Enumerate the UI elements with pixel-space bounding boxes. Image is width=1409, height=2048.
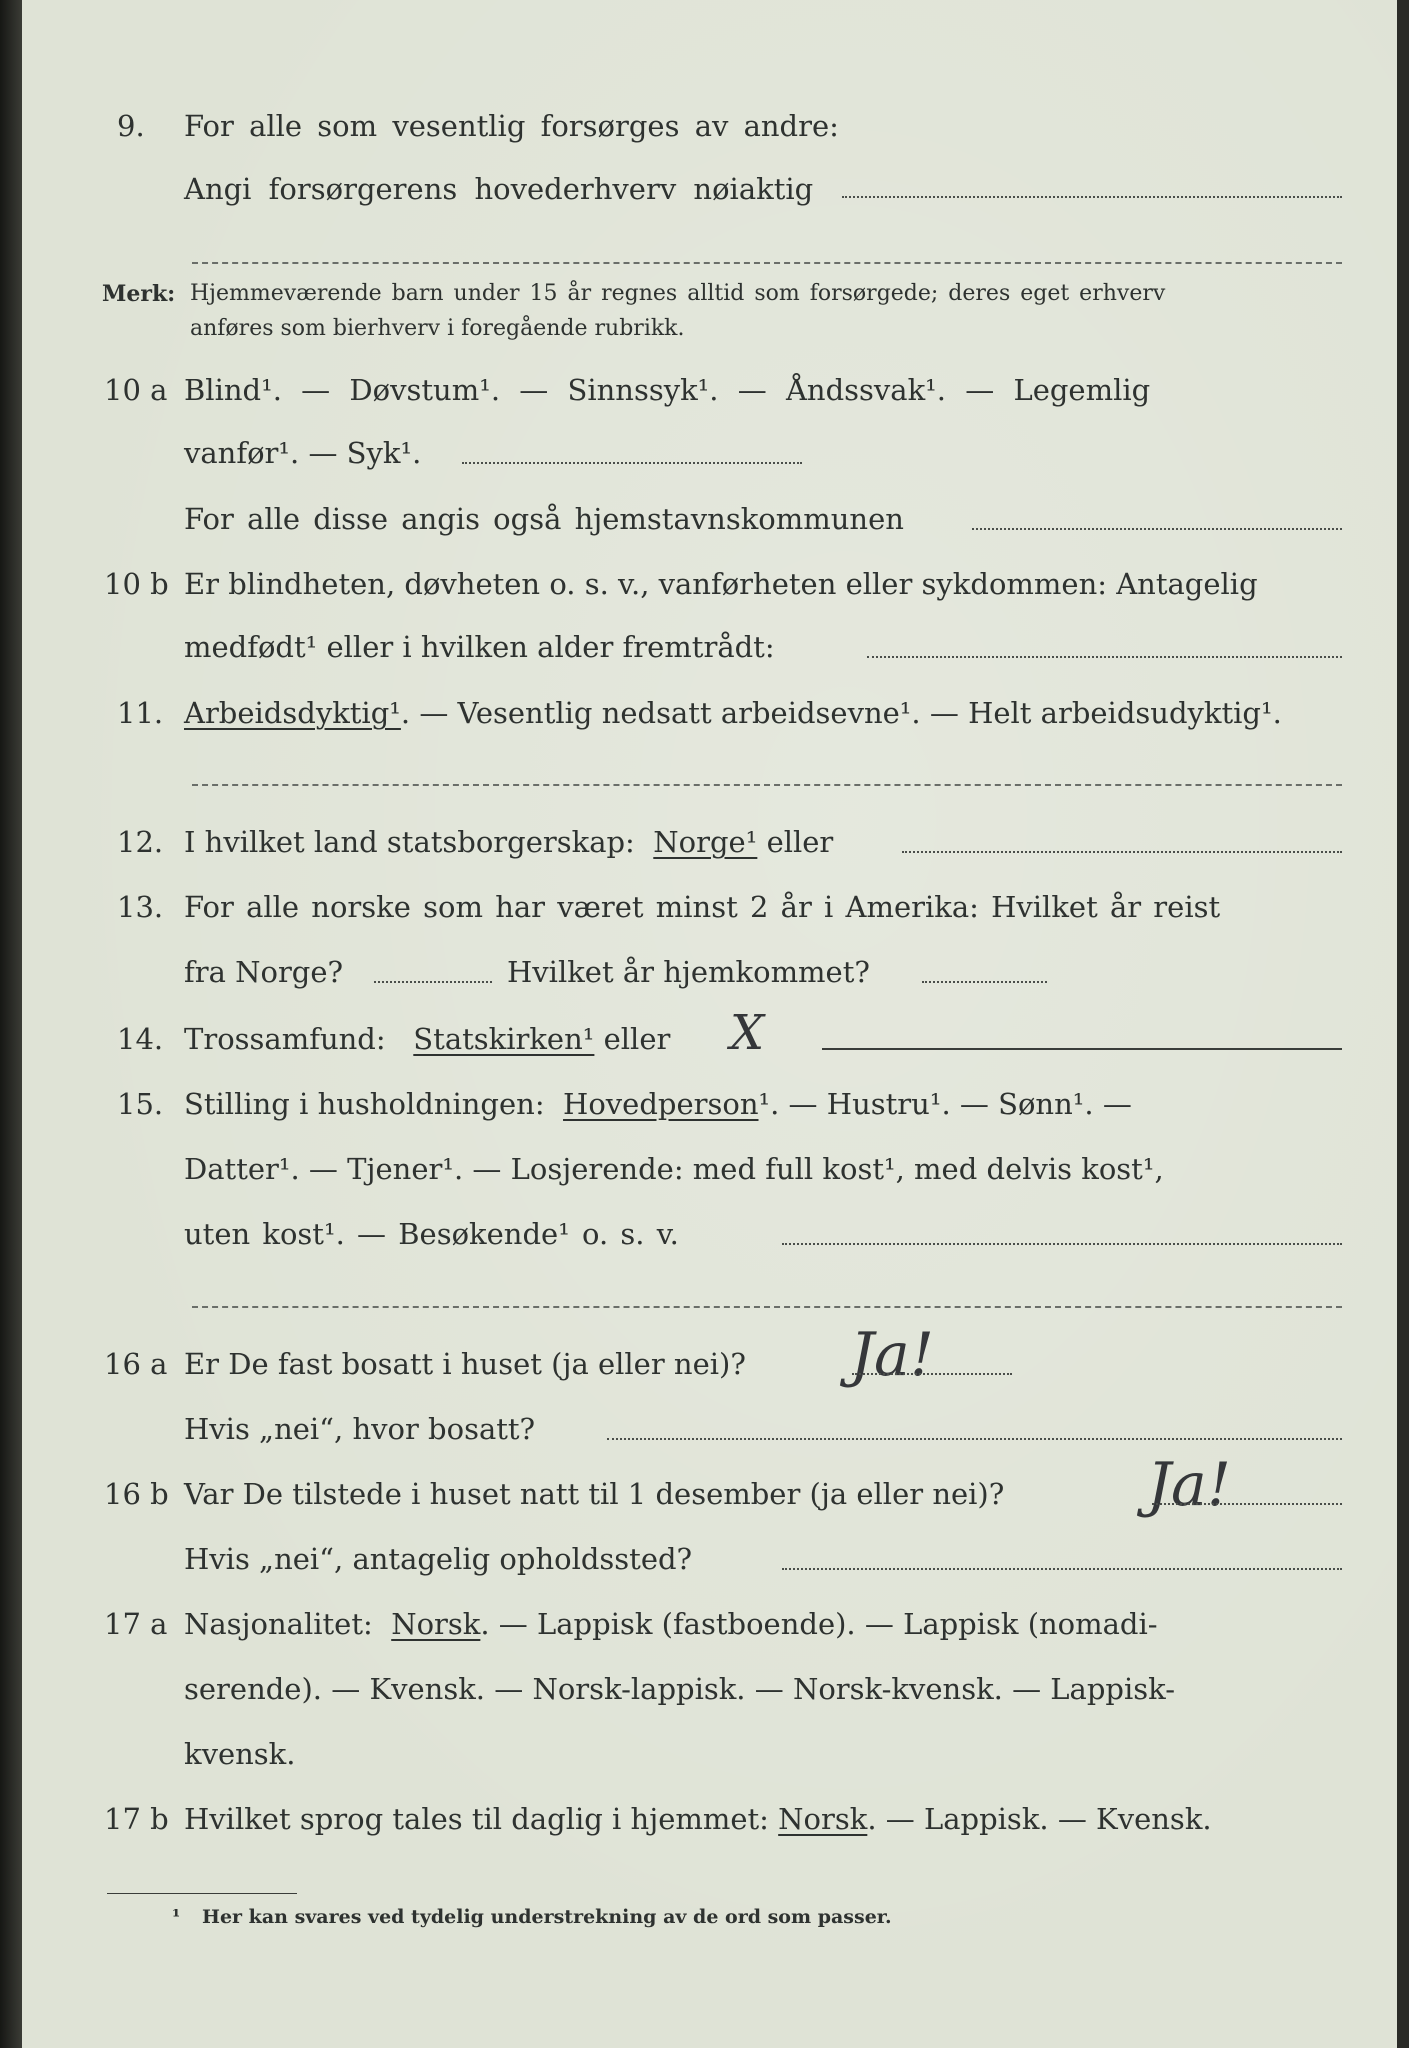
merk-label: Merk:	[102, 281, 176, 307]
q15-question: Stilling i husholdningen:	[184, 1087, 545, 1121]
q9-number: 9.	[117, 109, 145, 143]
q13-hjem-line	[922, 981, 1047, 983]
q10a-line1: Blind¹. — Døvstum¹. — Sinnssyk¹. — Åndssvak¹. — Legemlig	[184, 373, 1151, 407]
q16b-number: 16 b	[104, 1477, 169, 1511]
q10b-line2: medfødt¹ eller i hvilken alder fremtrådt:	[184, 630, 775, 664]
q15-line1	[184, 1087, 1132, 1121]
q10b-line1: Er blindheten, døvheten o. s. v., vanførheten eller sykdommen: Antagelig	[184, 567, 1258, 601]
merk-line2: anføres som bierhverv i foregående rubrikk.	[190, 316, 685, 341]
q17a-line1	[184, 1607, 1158, 1641]
q10b-number: 10 b	[104, 567, 169, 601]
q10a-number: 10 a	[104, 373, 168, 407]
q9-answer-line	[842, 196, 1342, 198]
q16a-handwritten-answer: Ja!	[850, 1320, 934, 1390]
q17a-question: Nasjonalitet:	[184, 1607, 373, 1641]
q15-extra-line	[192, 1306, 1342, 1308]
q17a-number: 17 a	[104, 1607, 168, 1641]
q16a-number: 16 a	[104, 1347, 168, 1381]
q16a-line1: Er De fast bosatt i huset (ja eller nei)?	[184, 1347, 746, 1381]
q11-number: 11.	[117, 696, 164, 730]
q10a-line3: For alle disse angis også hjemstavnskommunen	[184, 502, 904, 536]
q11-rest: . — Vesentlig nedsatt arbeidsevne¹. — Helt arbeidsudyktig¹.	[400, 696, 1282, 730]
q16b-line1: Var De tilstede i huset natt til 1 desember (ja eller nei)?	[184, 1477, 1005, 1511]
q16a-line2: Hvis „nei“, hvor bosatt?	[184, 1412, 536, 1446]
q10b-answer-line	[867, 656, 1342, 658]
q12-question: I hvilket land statsborgerskap:	[184, 825, 635, 859]
q10a-kommune-line	[972, 528, 1342, 530]
q9-extra-line	[192, 262, 1342, 264]
q12-selected-option: Norge¹	[653, 825, 758, 859]
q11-selected-option: Arbeidsdyktig¹	[184, 696, 401, 730]
q17a-rest: . — Lappisk (fastboende). — Lappisk (nomadi-	[480, 1607, 1158, 1641]
q16b-answer-line	[1152, 1503, 1342, 1505]
q13-number: 13.	[117, 890, 164, 924]
q12-answer-line	[902, 851, 1342, 853]
q13-line1: For alle norske som har været minst 2 år i Amerika: Hvilket år reist	[184, 890, 1221, 924]
q14-number: 14.	[117, 1022, 164, 1056]
q15-answer-line	[782, 1243, 1342, 1245]
q11-extra-line	[192, 784, 1342, 786]
q13-line2a: fra Norge?	[184, 955, 344, 989]
q15-rest: ¹. — Hustru¹. — Sønn¹. —	[758, 1087, 1132, 1121]
q13-reist-line	[374, 981, 492, 983]
q14-line	[184, 1022, 671, 1056]
q17b-selected-option: Norsk	[778, 1802, 868, 1836]
q17b-line	[184, 1802, 1212, 1836]
q16b-sted-line	[782, 1568, 1342, 1570]
census-form-page	[22, 0, 1397, 2048]
q14-handwritten-answer: X	[730, 1005, 765, 1061]
footnote-rule	[107, 1893, 297, 1894]
q15-line3: uten kost¹. — Besøkende¹ o. s. v.	[184, 1217, 679, 1251]
footnote-text: Her kan svares ved tydelig understrekning av de ord som passer.	[202, 1906, 892, 1928]
q12-number: 12.	[117, 825, 164, 859]
q17b-rest: . — Lappisk. — Kvensk.	[867, 1802, 1212, 1836]
q16b-handwritten-answer: Ja!	[1147, 1450, 1231, 1520]
q17b-question: Hvilket sprog tales til daglig i hjemmet:	[184, 1802, 769, 1836]
q9-line1: For alle som vesentlig forsørges av andre:	[184, 109, 839, 143]
q13-line2b: Hvilket år hjemkommet?	[507, 955, 870, 989]
q15-line2: Datter¹. — Tjener¹. — Losjerende: med full kost¹, med delvis kost¹,	[184, 1152, 1164, 1186]
q10a-line2: vanfør¹. — Syk¹.	[184, 436, 422, 470]
q14-post: eller	[603, 1022, 671, 1056]
q11-line	[184, 696, 1282, 730]
q17a-line2: serende). — Kvensk. — Norsk-lappisk. — Norsk-kvensk. — Lappisk-	[184, 1672, 1175, 1706]
q12-post: eller	[766, 825, 834, 859]
q17a-line3: kvensk.	[184, 1737, 296, 1771]
merk-line1: Hjemmeværende barn under 15 år regnes alltid som forsørgede; deres eget erhverv	[190, 281, 1166, 306]
q10a-answer-line	[462, 462, 802, 464]
footnote-mark: ¹	[172, 1906, 181, 1928]
q16b-line2: Hvis „nei“, antagelig opholdssted?	[184, 1542, 693, 1576]
q17b-number: 17 b	[104, 1802, 169, 1836]
q12-line	[184, 825, 834, 859]
q16a-answer-line	[852, 1373, 1012, 1375]
q15-number: 15.	[117, 1087, 164, 1121]
q14-question: Trossamfund:	[184, 1022, 386, 1056]
scan-edge	[0, 0, 22, 2048]
q17a-selected-option: Norsk	[391, 1607, 481, 1641]
q16a-bosatt-line	[607, 1438, 1342, 1440]
q9-line2: Angi forsørgerens hovederhverv nøiaktig	[184, 172, 814, 206]
q15-selected-option: Hovedperson	[563, 1087, 759, 1121]
q14-selected-option: Statskirken¹	[413, 1022, 595, 1056]
q14-answer-line	[822, 1048, 1342, 1050]
